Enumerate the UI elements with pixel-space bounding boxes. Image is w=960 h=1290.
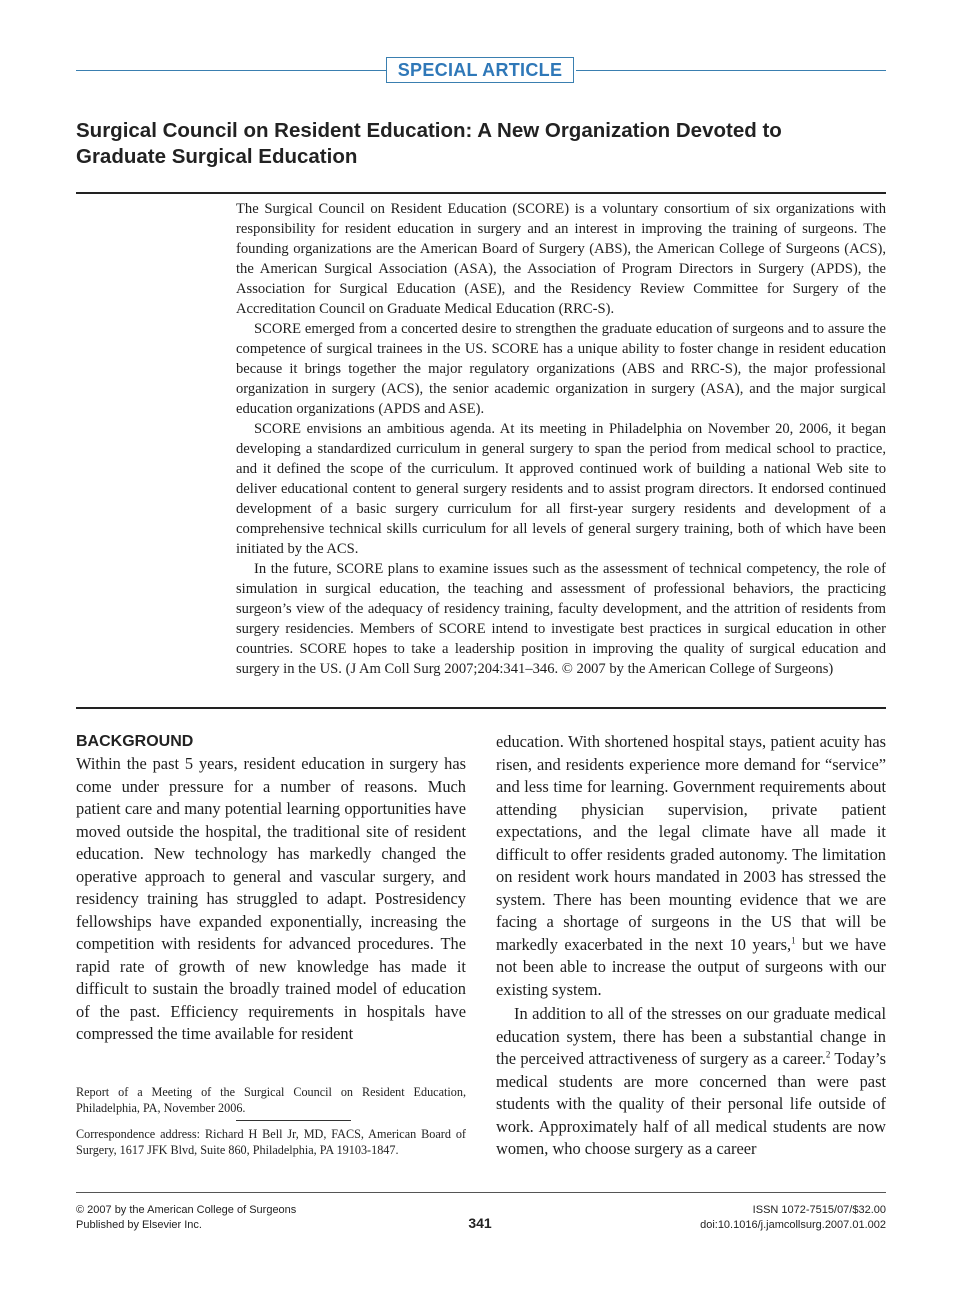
abstract-paragraph: The Surgical Council on Resident Education (SCORE) is a voluntary consortium of six organizations with responsibility for resident education in surgery and an interest in improving the training of surgeons. The founding organizations are the American Board of Surgery (ABS), the American College of Surgeons (ACS), the American Surgical Association (ASA), the Association of Program Directors in Surgery (APDS), the Association for Surgical Education (ASE), and the Residency Review Committee for Surgery of the Accreditation Council on Graduate Medical Education (RRC-S). [236, 201, 886, 317]
body-paragraph: In addition to all of the stresses on our graduate medical education system, there has been a substantial change in the perceived attractiveness of surgery as a career.$^2$ Today’s medical students are more concerned than were past students with the quality of their personal life outside of work. Approximately half of all medical students are now women, who choose surgery as a career [496, 1004, 886, 1158]
footer-right [700, 1203, 886, 1233]
reference-1[interactable]: 1 [791, 935, 796, 946]
meeting-footnote: Report of a Meeting of the Surgical Council on Resident Education, Philadelphia, PA, November 2006. [76, 1085, 466, 1115]
article-title: Surgical Council on Resident Education: A New Organization Devoted to Graduate Surgical Education [76, 119, 782, 168]
copyright: © 2007 by the American College of Surgeons [76, 1204, 297, 1216]
correspondence-footnote: Correspondence address: Richard H Bell Jr, MD, FACS, American Board of Surgery, 1617 JFK Blvd, Suite 860, Philadelphia, PA 19103-1847. [76, 1127, 466, 1157]
body-paragraph: education. With shortened hospital stays, patient acuity has risen, and residents experience more demand for “service” and less time for learning. Government requirements about attending physician supervision, private patient expectations, and the legal climate have all made it difficult to offer residents graded autonomy. The limitation on resident work hours mandated in 2003 has stressed the system. There has been mounting evidence that we are facing a shortage of surgeons in the US that will be markedly exacerbated in the next 10 years,$^1$ but we have not been able to increase the output of surgeons with our existing system. [496, 732, 887, 999]
issn: ISSN 1072-7515/07/$32.00 [752, 1204, 886, 1216]
page-number: 341 [468, 1215, 492, 1231]
banner-rule-left [76, 70, 386, 71]
footer-rule [76, 1192, 886, 1193]
body-right-column [496, 731, 886, 1161]
reference-2[interactable]: 2 [825, 1049, 831, 1060]
doi[interactable]: doi:10.1016/j.jamcollsurg.2007.01.002 [700, 1219, 886, 1231]
abstract [236, 199, 886, 679]
publisher: Published by Elsevier Inc. [76, 1219, 202, 1231]
body-left-column [76, 731, 466, 1046]
footnote-divider [236, 1120, 351, 1121]
body-paragraph: Within the past 5 years, resident education in surgery has come under pressure for a number of reasons. Much patient care and many potential learning opportunities have moved outside the hospital, the traditional site of resident education. New technology has markedly changed the operative approach to general and vascular surgery, and residency training has struggled to adapt. Postresidency fellowships have expanded exponentially, increasing the competition with residents for advanced procedures. The rapid rate of growth of new knowledge has made it difficult to sustain the broadly trained model of education of the past. Efficiency requirements in hospitals have compressed the time available for resident [76, 754, 466, 1043]
abstract-top-rule [76, 192, 886, 194]
abstract-paragraph: In the future, SCORE plans to examine issues such as the assessment of technical competency, the role of simulation in surgical education, the teaching and assessment of professional behaviors, the practicing surgeon’s view of the adequacy of residency training, faculty development, and the attrition of residents from surgery residencies. Members of SCORE intend to investigate best practices in surgical education in other countries. SCORE hopes to take a leadership position in improving the quality of surgical education and surgery in the US. (J Am Coll Surg 2007;204:341–346. © 2007 by the American College of Surgeons) [236, 561, 886, 677]
section-heading: BACKGROUND [76, 733, 194, 750]
section-label: SPECIAL ARTICLE [386, 57, 574, 83]
abstract-bottom-rule [76, 707, 886, 709]
abstract-paragraph: SCORE envisions an ambitious agenda. At its meeting in Philadelphia on November 20, 2006, it began developing a standardized curriculum in general surgery to span the period from medical school to practice, and it defined the scope of the curriculum. It approved continued work of building a national Web site to deliver educational content to general surgery residents and to assist program directors. It endorsed continued development of a basic surgery curriculum for all first-year surgery residents and development of a comprehensive technical skills curriculum for all levels of general surgery training, both of which have been initiated by the ACS. [236, 421, 886, 557]
abstract-paragraph: SCORE emerged from a concerted desire to strengthen the graduate education of surgeons and to assure the competence of surgical trainees in the US. SCORE has a unique ability to foster change in resident education because it brings together the major regulatory organizations (ABS and RRC-S), the major professional organization in surgery (ACS), the senior academic organization in surgery (ASA), and the major surgical education organizations (APDS and ASE). [236, 321, 886, 417]
banner-rule-right [576, 70, 886, 71]
